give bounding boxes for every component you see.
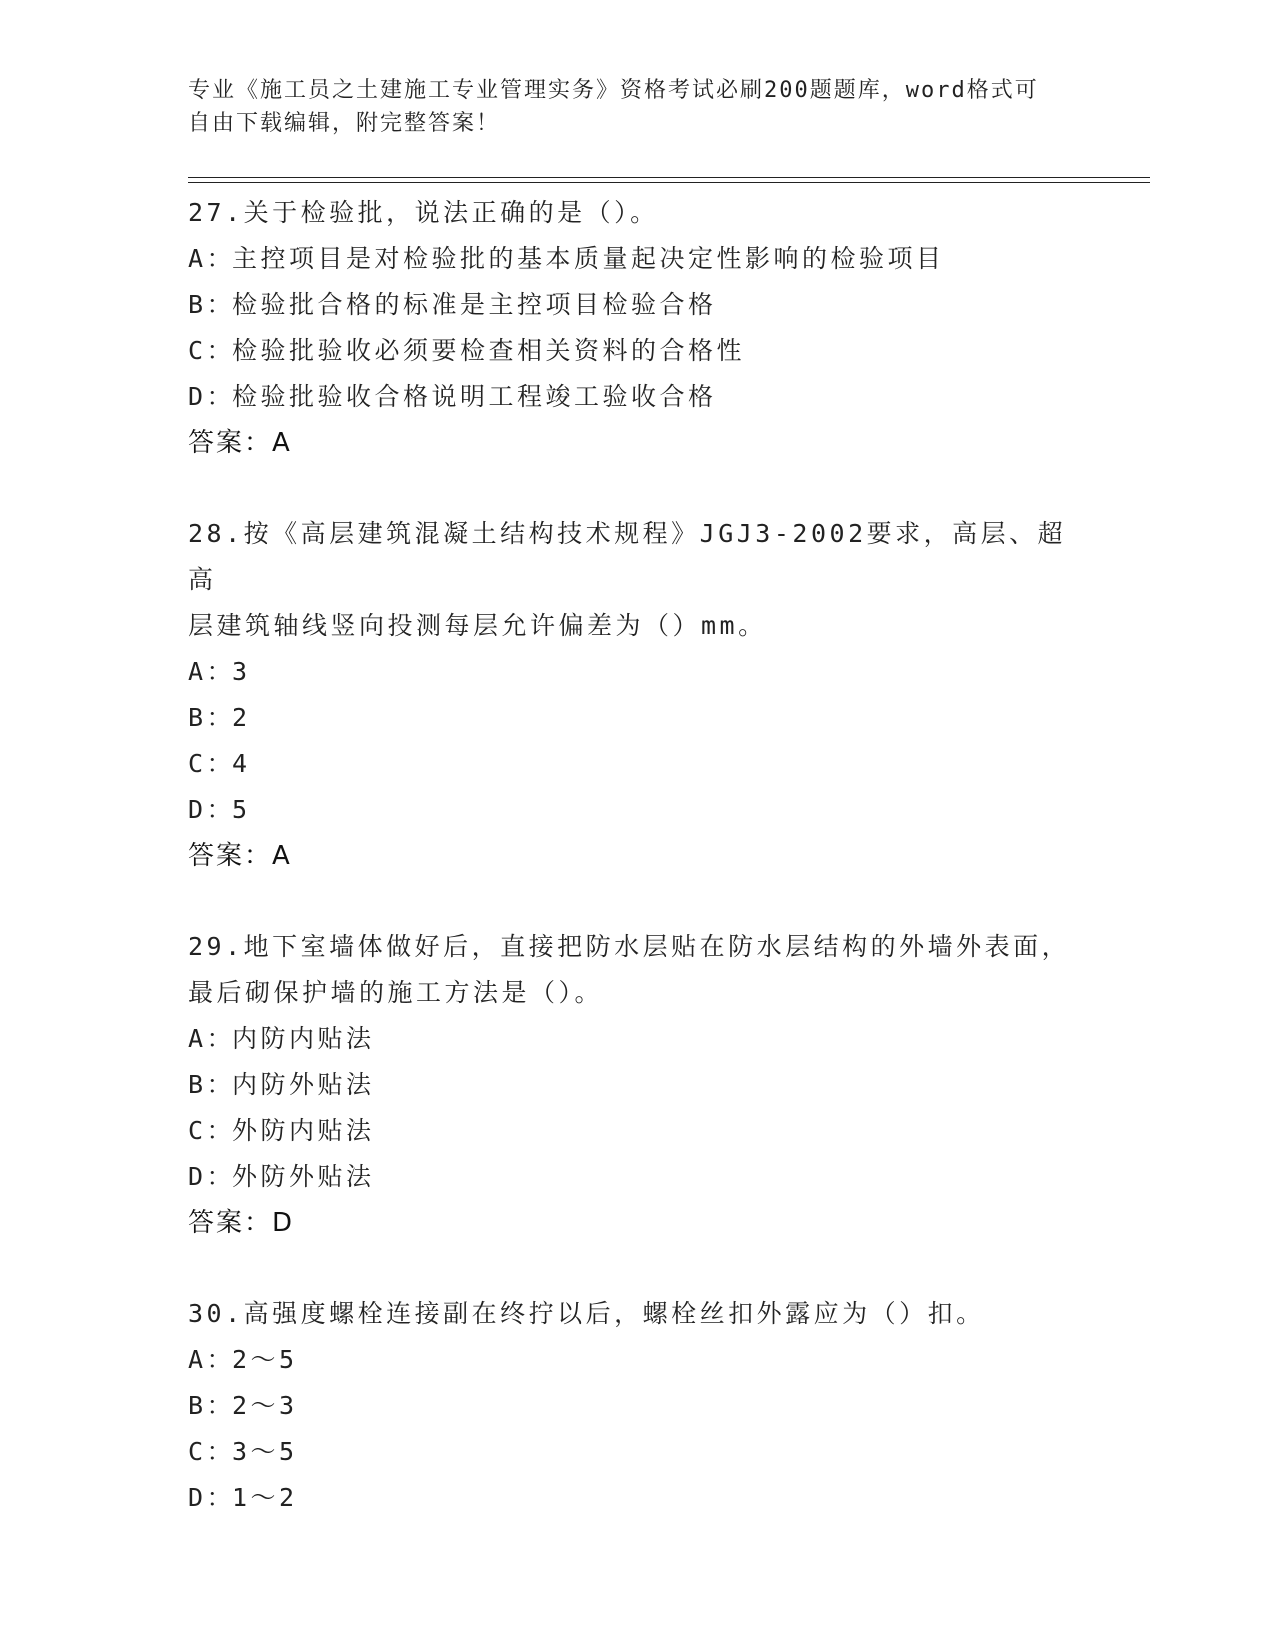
option-b (188, 1062, 1088, 1108)
option-label: C： (188, 749, 236, 778)
option-a (188, 1016, 1088, 1062)
option-d (188, 374, 1088, 420)
option-label: B： (188, 290, 236, 319)
option-text: 检验批验收合格说明工程竣工验收合格 (232, 382, 717, 411)
question-list (188, 190, 1088, 1521)
option-label: D： (188, 1483, 236, 1512)
option-label: A： (188, 657, 236, 686)
option-text: 2～5 (232, 1345, 298, 1374)
option-a (188, 649, 1088, 695)
option-c (188, 1108, 1088, 1154)
option-label: A： (188, 1024, 236, 1053)
option-label: B： (188, 1070, 236, 1099)
header-divider-bottom (188, 182, 1150, 183)
option-label: B： (188, 1391, 236, 1420)
question-stem: 30.高强度螺栓连接副在终拧以后，螺栓丝扣外露应为（）扣。 (188, 1299, 985, 1328)
option-c (188, 1429, 1088, 1475)
option-label: A： (188, 1345, 236, 1374)
question-27 (188, 190, 1088, 466)
question-28 (188, 511, 1088, 879)
answer-line: 答案：A (188, 428, 292, 458)
option-label: C： (188, 1116, 236, 1145)
answer-line: 答案：D (188, 1208, 295, 1238)
option-text: 外防外贴法 (232, 1162, 375, 1191)
option-label: D： (188, 382, 236, 411)
answer-line: 答案：A (188, 841, 292, 871)
header-divider-top (188, 177, 1150, 178)
header-line-2: 自由下载编辑，附完整答案！ (188, 111, 501, 136)
option-c (188, 741, 1088, 787)
option-text: 内防内贴法 (232, 1024, 375, 1053)
option-text: 3～5 (232, 1437, 298, 1466)
option-text: 外防内贴法 (232, 1116, 375, 1145)
question-stem: 28.按《高层建筑混凝土结构技术规程》JGJ3-2002要求，高层、超高 (188, 519, 1067, 594)
question-stem-continued: 最后砌保护墙的施工方法是（）。 (188, 978, 604, 1007)
option-c (188, 328, 1088, 374)
option-d (188, 1154, 1088, 1200)
question-stem: 29.地下室墙体做好后，直接把防水层贴在防水层结构的外墙外表面， (188, 932, 1071, 961)
document-header (188, 74, 1068, 140)
option-text: 检验批合格的标准是主控项目检验合格 (232, 290, 717, 319)
question-stem: 27.关于检验批，说法正确的是（）。 (188, 198, 659, 227)
option-text: 主控项目是对检验批的基本质量起决定性影响的检验项目 (232, 244, 945, 273)
header-line-1: 专业《施工员之土建施工专业管理实务》资格考试必刷200题题库，word格式可 (188, 78, 1039, 103)
option-label: B： (188, 703, 236, 732)
option-text: 3 (232, 657, 251, 686)
option-d (188, 1475, 1088, 1521)
option-text: 2～3 (232, 1391, 298, 1420)
option-text: 4 (232, 749, 251, 778)
option-a (188, 1337, 1088, 1383)
option-text: 内防外贴法 (232, 1070, 375, 1099)
option-label: C： (188, 336, 236, 365)
question-30 (188, 1291, 1088, 1521)
option-b (188, 695, 1088, 741)
option-b (188, 1383, 1088, 1429)
question-29 (188, 924, 1088, 1246)
option-label: D： (188, 1162, 236, 1191)
option-text: 检验批验收必须要检查相关资料的合格性 (232, 336, 746, 365)
option-text: 1～2 (232, 1483, 298, 1512)
option-b (188, 282, 1088, 328)
question-stem-continued: 层建筑轴线竖向投测每层允许偏差为（）mm。 (188, 611, 767, 640)
option-label: A： (188, 244, 236, 273)
option-a (188, 236, 1088, 282)
option-text: 5 (232, 795, 251, 824)
option-label: D： (188, 795, 236, 824)
option-label: C： (188, 1437, 236, 1466)
option-text: 2 (232, 703, 251, 732)
option-d (188, 787, 1088, 833)
